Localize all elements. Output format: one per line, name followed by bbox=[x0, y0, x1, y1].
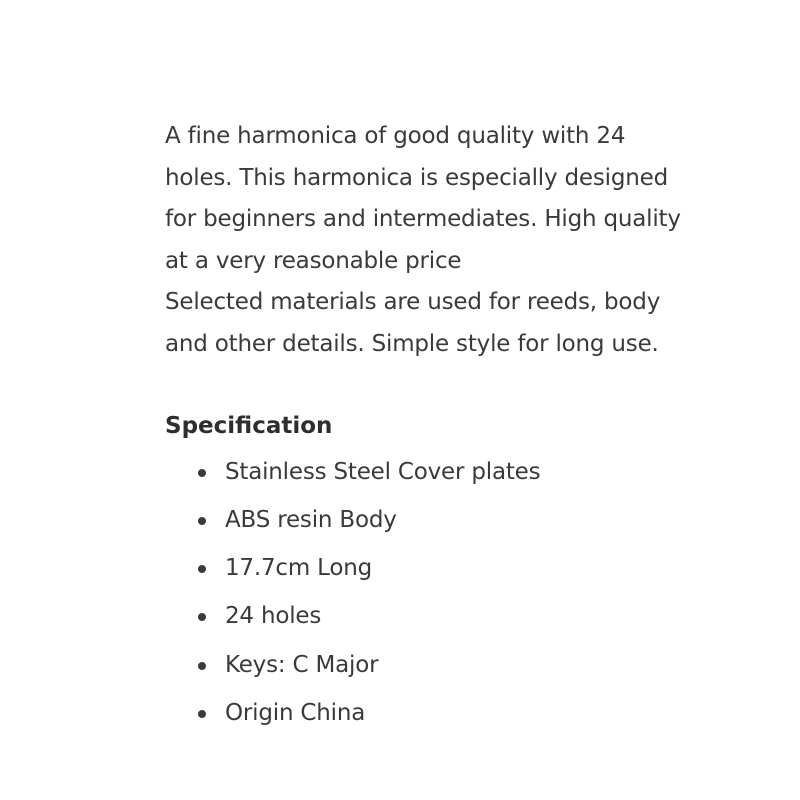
bullet-icon bbox=[198, 613, 206, 621]
description-line: A fine harmonica of good quality with 24 bbox=[165, 123, 626, 149]
specification-item-text: Origin China bbox=[225, 699, 366, 726]
bullet-icon bbox=[198, 565, 206, 573]
specification-item bbox=[165, 544, 765, 592]
specification-item-text: 17.7cm Long bbox=[225, 555, 373, 582]
bullet-icon bbox=[198, 469, 206, 477]
specification-item bbox=[165, 689, 765, 737]
description-line: at a very reasonable price bbox=[165, 247, 462, 274]
product-description-section bbox=[165, 116, 765, 737]
bullet-icon bbox=[198, 517, 206, 525]
description-line: Selected materials are used for reeds, body bbox=[165, 289, 661, 315]
description-line: for beginners and intermediates. High quality bbox=[165, 206, 681, 232]
specification-list bbox=[165, 448, 765, 738]
description-line: holes. This harmonica is especially designed bbox=[165, 164, 668, 191]
specification-item bbox=[165, 496, 765, 544]
specification-item bbox=[165, 448, 765, 496]
bullet-icon bbox=[198, 662, 206, 670]
description-paragraph bbox=[165, 116, 765, 365]
specification-item-text: ABS resin Body bbox=[225, 506, 397, 533]
specification-item-text: 24 holes bbox=[225, 603, 322, 630]
specification-item bbox=[165, 641, 765, 689]
specification-heading: Specification bbox=[165, 413, 333, 439]
description-line: and other details. Simple style for long use. bbox=[165, 330, 659, 357]
specification-item-text: Keys: C Major bbox=[225, 651, 379, 678]
specification-item-text: Stainless Steel Cover plates bbox=[225, 458, 541, 485]
bullet-icon bbox=[198, 710, 206, 718]
specification-item bbox=[165, 592, 765, 640]
